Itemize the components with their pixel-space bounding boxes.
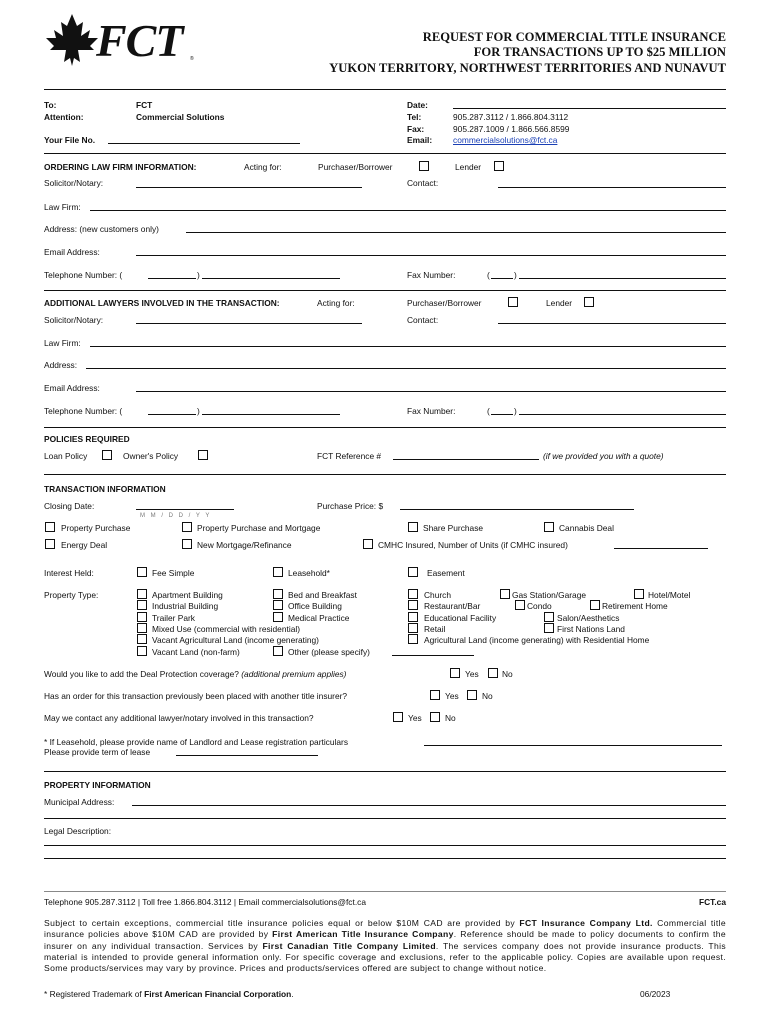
restaurant-checkbox[interactable] xyxy=(408,600,418,610)
legal-description-field[interactable] xyxy=(44,845,726,846)
additional-solicitor-label: Solicitor/Notary: xyxy=(44,315,104,325)
retirement-checkbox[interactable] xyxy=(590,600,600,610)
gas-station-checkbox[interactable] xyxy=(500,589,510,599)
owner-policy-checkbox[interactable] xyxy=(198,450,208,460)
trademark-mark: ® xyxy=(190,56,194,62)
attention-label: Attention: xyxy=(44,112,84,122)
bed-breakfast-label: Bed and Breakfast xyxy=(288,590,357,600)
vacant-nonfarm-checkbox[interactable] xyxy=(137,646,147,656)
vacant-agri-label: Vacant Agricultural Land (income generating) xyxy=(152,635,319,645)
trailer-park-checkbox[interactable] xyxy=(137,612,147,622)
deal-protection-yes-checkbox[interactable] xyxy=(450,668,460,678)
deal-protection-no-label: No xyxy=(502,669,513,679)
additional-heading: ADDITIONAL LAWYERS INVOLVED IN THE TRANSACTION: xyxy=(44,298,280,308)
church-label: Church xyxy=(424,590,451,600)
energy-deal-label: Energy Deal xyxy=(61,540,108,550)
municipal-address-field-2[interactable] xyxy=(44,818,726,819)
additional-telephone-field[interactable] xyxy=(202,414,340,415)
tel-value: 905.287.3112 / 1.866.804.3112 xyxy=(453,112,569,122)
fee-simple-label: Fee Simple xyxy=(152,568,195,578)
disclaimer-first-american: First American Title Insurance Company xyxy=(272,929,454,940)
municipal-address-label: Municipal Address: xyxy=(44,797,115,807)
ordering-lender-label: Lender xyxy=(455,162,482,172)
additional-address-label: Address: xyxy=(44,360,78,370)
additional-fax-field[interactable] xyxy=(519,414,726,415)
previous-order-no-label: No xyxy=(482,691,493,701)
ordering-fax-label: Fax Number: xyxy=(407,270,456,280)
divider-2 xyxy=(44,290,726,291)
previous-order-yes-label: Yes xyxy=(445,691,459,701)
additional-telephone-paren: ) xyxy=(197,406,200,416)
fct-reference-field[interactable] xyxy=(393,459,539,460)
ordering-telephone-field[interactable] xyxy=(202,278,340,279)
ordering-telephone-label: Telephone Number: ( xyxy=(44,270,123,280)
trademark-part-2: . xyxy=(291,989,294,999)
ordering-address-field[interactable] xyxy=(186,232,726,233)
closing-date-label: Closing Date: xyxy=(44,501,95,511)
educational-checkbox[interactable] xyxy=(408,612,418,622)
ordering-law-firm-field[interactable] xyxy=(90,210,726,211)
ordering-fax-paren-close: ) xyxy=(514,270,517,280)
header-divider xyxy=(44,89,726,90)
lease-term-field[interactable] xyxy=(176,755,318,756)
disclaimer-part-1: Subject to certain exceptions, commercial title insurance policies equal or below $10M CAD are provided by xyxy=(44,918,520,928)
retail-checkbox[interactable] xyxy=(408,623,418,633)
trademark-note xyxy=(44,989,294,999)
industrial-building-checkbox[interactable] xyxy=(137,600,147,610)
ordering-contact-field[interactable] xyxy=(498,187,726,188)
to-value: FCT xyxy=(136,100,153,110)
loan-policy-label: Loan Policy xyxy=(44,451,88,461)
energy-deal-checkbox[interactable] xyxy=(45,539,55,549)
divider-1 xyxy=(44,153,726,154)
brand-wordmark: FCT xyxy=(96,15,183,66)
additional-fax-paren-open: ( xyxy=(487,406,490,416)
property-type-label: Property Type: xyxy=(44,590,99,600)
closing-date-hint: M M / D D / Y Y xyxy=(140,513,212,519)
deal-protection-note: (additional premium applies) xyxy=(241,669,347,679)
contact-lawyer-question: May we contact any additional lawyer/notary involved in this transaction? xyxy=(44,713,314,723)
previous-order-yes-checkbox[interactable] xyxy=(430,690,440,700)
additional-area-code-field[interactable] xyxy=(148,414,196,415)
trademark-part-1: * Registered Trademark of xyxy=(44,989,145,999)
deal-protection-question xyxy=(44,669,346,679)
apartment-building-checkbox[interactable] xyxy=(137,589,147,599)
office-building-label: Office Building xyxy=(288,601,342,611)
educational-label: Educational Facility xyxy=(424,613,497,623)
ordering-fax-paren-open: ( xyxy=(487,270,490,280)
ordering-contact-label: Contact: xyxy=(407,178,439,188)
file-no-label: Your File No. xyxy=(44,135,96,145)
previous-order-question: Has an order for this transaction previously been placed with another title insurer? xyxy=(44,691,348,701)
mixed-use-checkbox[interactable] xyxy=(137,623,147,633)
additional-address-field[interactable] xyxy=(86,368,726,369)
bed-breakfast-checkbox[interactable] xyxy=(273,589,283,599)
additional-contact-field[interactable] xyxy=(498,323,726,324)
additional-lender-checkbox[interactable] xyxy=(584,297,594,307)
first-nations-checkbox[interactable] xyxy=(544,623,554,633)
fax-label: Fax: xyxy=(407,124,425,134)
closing-date-field[interactable] xyxy=(136,509,234,510)
other-type-checkbox[interactable] xyxy=(273,646,283,656)
condo-label: Condo xyxy=(527,601,552,611)
deal-protection-text: Would you like to add the Deal Protection coverage? xyxy=(44,669,239,679)
hotel-checkbox[interactable] xyxy=(634,589,644,599)
property-purchase-mortgage-label: Property Purchase and Mortgage xyxy=(197,523,321,533)
previous-order-no-checkbox[interactable] xyxy=(467,690,477,700)
restaurant-label: Restaurant/Bar xyxy=(424,601,481,611)
leasehold-label: Leasehold* xyxy=(288,568,330,578)
disclaimer-part-3: . Reference should be made to policy documents to confirm the insurer on any individual transaction. Services by xyxy=(44,929,726,951)
to-label: To: xyxy=(44,100,57,110)
attention-value: Commercial Solutions xyxy=(136,112,225,122)
hotel-label: Hotel/Motel xyxy=(648,590,691,600)
additional-contact-label: Contact: xyxy=(407,315,439,325)
lease-term-label: Please provide term of lease xyxy=(44,747,151,757)
additional-purchaser-checkbox[interactable] xyxy=(508,297,518,307)
cmhc-checkbox[interactable] xyxy=(363,539,373,549)
fee-simple-checkbox[interactable] xyxy=(137,567,147,577)
additional-email-field[interactable] xyxy=(136,391,726,392)
email-link[interactable]: commercialsolutions@fct.ca xyxy=(453,135,558,145)
medical-practice-checkbox[interactable] xyxy=(273,612,283,622)
additional-solicitor-field[interactable] xyxy=(136,323,362,324)
property-purchase-label: Property Purchase xyxy=(61,523,131,533)
share-purchase-label: Share Purchase xyxy=(423,523,484,533)
date-label: Date: xyxy=(407,100,428,110)
footer-divider xyxy=(44,891,726,892)
first-nations-label: First Nations Land xyxy=(557,624,625,634)
property-purchase-checkbox[interactable] xyxy=(45,522,55,532)
email-label: Email: xyxy=(407,135,433,145)
retail-label: Retail xyxy=(424,624,446,634)
page-title-line-1: REQUEST FOR COMMERCIAL TITLE INSURANCE xyxy=(422,30,726,44)
easement-checkbox[interactable] xyxy=(408,567,418,577)
ordering-fax-area-field[interactable] xyxy=(491,278,513,279)
church-checkbox[interactable] xyxy=(408,589,418,599)
ordering-law-firm-label: Law Firm: xyxy=(44,202,81,212)
additional-purchaser-label: Purchaser/Borrower xyxy=(407,298,482,308)
ordering-lender-checkbox[interactable] xyxy=(494,161,504,171)
new-mortgage-label: New Mortgage/Refinance xyxy=(197,540,292,550)
vacant-nonfarm-label: Vacant Land (non-farm) xyxy=(152,647,240,657)
ordering-area-code-field[interactable] xyxy=(148,278,196,279)
contact-lawyer-yes-label: Yes xyxy=(408,713,422,723)
office-building-checkbox[interactable] xyxy=(273,600,283,610)
share-purchase-checkbox[interactable] xyxy=(408,522,418,532)
leasehold-checkbox[interactable] xyxy=(273,567,283,577)
salon-checkbox[interactable] xyxy=(544,612,554,622)
divider-5 xyxy=(44,771,726,772)
additional-acting-for: Acting for: xyxy=(317,298,355,308)
cmhc-units-field[interactable] xyxy=(614,548,708,549)
new-mortgage-checkbox[interactable] xyxy=(182,539,192,549)
other-type-label: Other (please specify) xyxy=(288,647,370,657)
gas-station-label: Gas Station/Garage xyxy=(512,590,587,600)
page-title-line-2: FOR TRANSACTIONS UP TO $25 MILLION xyxy=(473,45,726,59)
contact-lawyer-yes-checkbox[interactable] xyxy=(393,712,403,722)
contact-lawyer-no-checkbox[interactable] xyxy=(430,712,440,722)
additional-fax-area-field[interactable] xyxy=(491,414,513,415)
agri-residential-label: Agricultural Land (income generating) with Residential Home xyxy=(424,635,650,645)
agri-residential-checkbox[interactable] xyxy=(408,634,418,644)
additional-law-firm-field[interactable] xyxy=(90,346,726,347)
additional-fax-label: Fax Number: xyxy=(407,406,456,416)
other-type-field[interactable] xyxy=(392,655,474,656)
municipal-address-field[interactable] xyxy=(132,805,726,806)
divider-4 xyxy=(44,474,726,475)
cannabis-deal-label: Cannabis Deal xyxy=(559,523,614,533)
ordering-solicitor-label: Solicitor/Notary: xyxy=(44,178,104,188)
quote-note: (if we provided you with a quote) xyxy=(543,451,664,461)
deal-protection-no-box[interactable] xyxy=(488,668,498,678)
policies-heading: POLICIES REQUIRED xyxy=(44,434,130,444)
owner-policy-label: Owner's Policy xyxy=(123,451,179,461)
contact-lawyer-no-label: No xyxy=(445,713,456,723)
salon-label: Salon/Aesthetics xyxy=(557,613,620,623)
ordering-fax-field[interactable] xyxy=(519,278,726,279)
disclaimer-fct-company: First Canadian Title Company Limited xyxy=(262,940,436,951)
disclaimer-fct-insurance: FCT Insurance Company Ltd. xyxy=(519,918,653,928)
easement-label: Easement xyxy=(427,568,465,578)
fct-reference-label: FCT Reference # xyxy=(317,451,382,461)
divider-3 xyxy=(44,427,726,428)
transaction-heading: TRANSACTION INFORMATION xyxy=(44,484,166,494)
ordering-email-field[interactable] xyxy=(136,255,726,256)
file-no-field[interactable] xyxy=(108,143,300,144)
footer-site[interactable]: FCT.ca xyxy=(699,897,726,907)
purchase-price-label: Purchase Price: $ xyxy=(317,501,384,511)
form-date: 06/2023 xyxy=(640,989,671,999)
vacant-agri-checkbox[interactable] xyxy=(137,634,147,644)
fax-value: 905.287.1009 / 1.866.566.8599 xyxy=(453,124,570,134)
mixed-use-label: Mixed Use (commercial with residential) xyxy=(152,624,300,634)
condo-checkbox[interactable] xyxy=(515,600,525,610)
additional-fax-paren-close: ) xyxy=(514,406,517,416)
cannabis-deal-checkbox[interactable] xyxy=(544,522,554,532)
trademark-corp: First American Financial Corporation xyxy=(144,989,292,999)
apartment-building-label: Apartment Building xyxy=(152,590,223,600)
date-field[interactable] xyxy=(453,108,726,109)
tel-label: Tel: xyxy=(407,112,422,122)
legal-description-field-2[interactable] xyxy=(44,858,726,859)
page-title-line-3: YUKON TERRITORY, NORTHWEST TERRITORIES AND NUNAVUT xyxy=(329,61,726,75)
ordering-telephone-paren: ) xyxy=(197,270,200,280)
legal-description-label: Legal Description: xyxy=(44,826,112,836)
additional-law-firm-label: Law Firm: xyxy=(44,338,81,348)
disclaimer-part-2: Commercial title insurance policies above $10M CAD are provided by xyxy=(44,918,727,940)
additional-telephone-label: Telephone Number: ( xyxy=(44,406,123,416)
interest-held-label: Interest Held: xyxy=(44,568,94,578)
loan-policy-checkbox[interactable] xyxy=(102,450,112,460)
ordering-heading: ORDERING LAW FIRM INFORMATION: xyxy=(44,162,197,172)
deal-protection-yes-label: Yes xyxy=(465,669,479,679)
footer-contact-line: Telephone 905.287.3112 | Toll free 1.866.804.3112 | Email commercialsolutions@fct.ca xyxy=(44,897,366,907)
trailer-park-label: Trailer Park xyxy=(152,613,195,623)
ordering-purchaser-label: Purchaser/Borrower xyxy=(318,162,393,172)
disclaimer-part-4: . The services company does not provide insurance products. This material is intended to provide general information only. For specific coverage and exclusions, refer to the applicable policy. Copies are available upon request. Some products/services may vary by province. Prices and products/services offered are subject to change without notice. xyxy=(44,940,726,974)
property-heading: PROPERTY INFORMATION xyxy=(44,780,151,790)
ordering-address-label: Address: (new customers only) xyxy=(44,224,159,234)
retirement-label: Retirement Home xyxy=(602,601,668,611)
property-purchase-mortgage-checkbox[interactable] xyxy=(182,522,192,532)
ordering-acting-for: Acting for: xyxy=(244,162,282,172)
industrial-building-label: Industrial Building xyxy=(152,601,219,611)
ordering-solicitor-field[interactable] xyxy=(136,187,362,188)
additional-email-label: Email Address: xyxy=(44,383,100,393)
disclaimer xyxy=(44,918,726,974)
cmhc-label: CMHC Insured, Number of Units (if CMHC insured) xyxy=(378,540,568,550)
medical-practice-label: Medical Practice xyxy=(288,613,350,623)
leasehold-note: * If Leasehold, please provide name of Landlord and Lease registration particulars xyxy=(44,737,349,747)
purchase-price-field[interactable] xyxy=(400,509,634,510)
ordering-purchaser-checkbox[interactable] xyxy=(419,161,429,171)
leasehold-particulars-field[interactable] xyxy=(424,745,722,746)
additional-lender-label: Lender xyxy=(546,298,573,308)
maple-leaf-logo-icon xyxy=(44,12,100,68)
ordering-email-label: Email Address: xyxy=(44,247,100,257)
